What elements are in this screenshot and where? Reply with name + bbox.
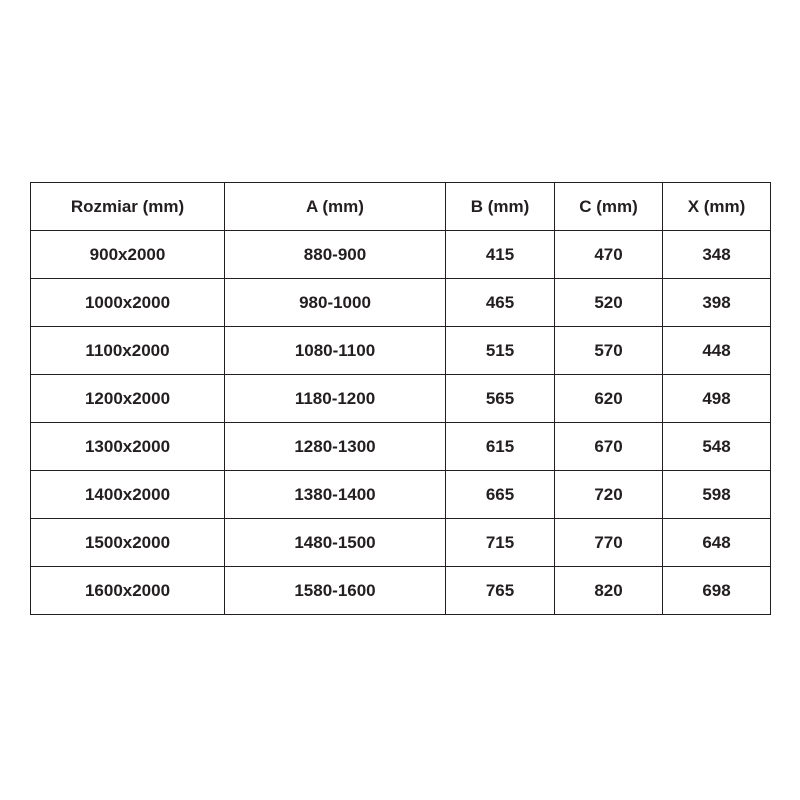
cell-size: 1600x2000 [31, 567, 225, 615]
cell-size: 1100x2000 [31, 327, 225, 375]
spec-table-container [30, 182, 770, 615]
cell-b: 665 [446, 471, 555, 519]
cell-x: 698 [663, 567, 771, 615]
cell-x: 498 [663, 375, 771, 423]
cell-c: 820 [555, 567, 663, 615]
cell-b: 765 [446, 567, 555, 615]
cell-x: 398 [663, 279, 771, 327]
cell-c: 770 [555, 519, 663, 567]
cell-x: 598 [663, 471, 771, 519]
cell-c: 520 [555, 279, 663, 327]
cell-a: 1180-1200 [225, 375, 446, 423]
cell-a: 1080-1100 [225, 327, 446, 375]
column-header-c: C (mm) [555, 183, 663, 231]
cell-c: 720 [555, 471, 663, 519]
column-header-a: A (mm) [225, 183, 446, 231]
cell-size: 1300x2000 [31, 423, 225, 471]
cell-b: 615 [446, 423, 555, 471]
cell-c: 670 [555, 423, 663, 471]
table-header [31, 183, 771, 231]
table-header-row [31, 183, 771, 231]
cell-c: 620 [555, 375, 663, 423]
cell-a: 1280-1300 [225, 423, 446, 471]
table-row [31, 519, 771, 567]
table-row [31, 423, 771, 471]
table-row [31, 279, 771, 327]
dimensions-table [30, 182, 771, 615]
cell-size: 1400x2000 [31, 471, 225, 519]
table-row [31, 327, 771, 375]
table-body [31, 231, 771, 615]
cell-x: 348 [663, 231, 771, 279]
cell-b: 565 [446, 375, 555, 423]
cell-size: 900x2000 [31, 231, 225, 279]
cell-a: 1580-1600 [225, 567, 446, 615]
cell-x: 548 [663, 423, 771, 471]
cell-a: 880-900 [225, 231, 446, 279]
cell-c: 470 [555, 231, 663, 279]
cell-b: 515 [446, 327, 555, 375]
table-row [31, 375, 771, 423]
cell-size: 1200x2000 [31, 375, 225, 423]
cell-b: 415 [446, 231, 555, 279]
cell-a: 980-1000 [225, 279, 446, 327]
column-header-rozmiar: Rozmiar (mm) [31, 183, 225, 231]
table-row [31, 231, 771, 279]
cell-x: 648 [663, 519, 771, 567]
cell-b: 715 [446, 519, 555, 567]
cell-x: 448 [663, 327, 771, 375]
cell-a: 1380-1400 [225, 471, 446, 519]
column-header-x: X (mm) [663, 183, 771, 231]
table-row [31, 567, 771, 615]
table-row [31, 471, 771, 519]
cell-a: 1480-1500 [225, 519, 446, 567]
column-header-b: B (mm) [446, 183, 555, 231]
cell-size: 1500x2000 [31, 519, 225, 567]
cell-size: 1000x2000 [31, 279, 225, 327]
cell-c: 570 [555, 327, 663, 375]
cell-b: 465 [446, 279, 555, 327]
